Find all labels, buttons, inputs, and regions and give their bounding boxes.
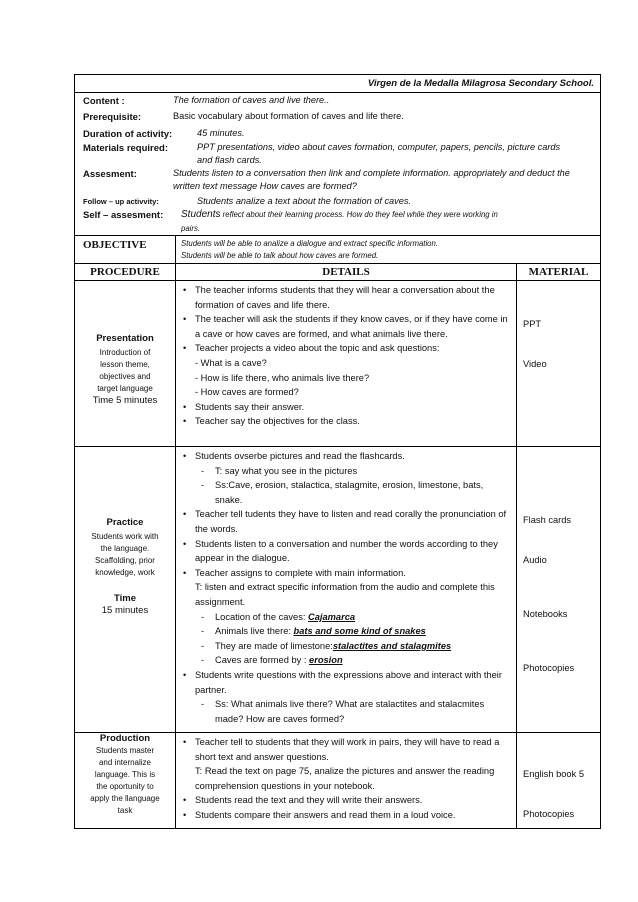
lesson-header <box>75 93 600 236</box>
dash-item: - Ss:Cave, erosion, stalactica, stalagmite, erosion, limestone, bats, snake. <box>178 478 512 507</box>
answer-item <box>178 624 512 639</box>
instruction-item: T: listen and extract specific information from the audio and complete this assignment. <box>195 582 495 607</box>
assessment-value-line1: Students listen to a conversation then link and complete information. appropriately and deduct the <box>173 168 570 178</box>
answer-prompt: They are made of limestone: <box>215 640 333 651</box>
practice-time-value: 15 minutes <box>101 605 149 616</box>
presentation-desc-1: Introduction of <box>99 348 151 357</box>
material-item: PPT <box>523 319 542 329</box>
production-desc-3: language. This is <box>94 770 156 779</box>
list-item: • Students read the text and they will write their answers. <box>178 793 512 808</box>
presentation-desc-4: target language <box>97 384 153 393</box>
production-desc-2: and internalize <box>98 758 152 767</box>
answer-item <box>178 653 512 668</box>
list-item: • The teacher will ask the students if they know caves, or if they have come in a cave or how caves are formed, and what animals live there. <box>178 312 512 341</box>
prerequisite-value: Basic vocabulary about formation of caves and life there. <box>173 111 404 121</box>
list-item: • Teacher tell to students that they will work in pairs, they will have to read a short text and answer questions. <box>178 735 512 764</box>
self-assessment-lead: Students <box>181 209 221 220</box>
self-assessment-value-line2: pairs. <box>181 224 201 233</box>
list-item: • Teacher projects a video about the topic and ask questions: <box>178 341 512 356</box>
question-item: - How caves are formed? <box>195 387 299 398</box>
procedure-header: PROCEDURE <box>75 264 176 281</box>
follow-up-value: Students analize a text about the formation of caves. <box>197 196 411 206</box>
self-assessment-value-line1 <box>181 209 601 221</box>
production-materials <box>517 733 601 828</box>
answer-prompt: Caves are formed by : <box>215 655 310 666</box>
content-value: The formation of caves and live there.. <box>173 95 330 105</box>
practice-time-label: Time <box>113 593 136 604</box>
practice-desc-2: the language. <box>100 544 150 553</box>
materials-value-line2: and flash cards. <box>197 155 262 165</box>
list-item: • Students write questions with the expressions above and interact with their partner. <box>178 668 512 697</box>
material-header: MATERIAL <box>517 264 601 281</box>
practice-details <box>176 447 517 733</box>
practice-title: Practice <box>106 517 144 528</box>
production-desc-1: Students master <box>95 746 155 755</box>
question-item: - What is a cave? <box>195 357 267 368</box>
assessment-label: Assesment: <box>83 169 137 180</box>
material-item: Notebooks <box>523 609 568 619</box>
presentation-desc-3: objectives and <box>99 372 151 381</box>
presentation-desc-2: lesson theme, <box>100 360 150 369</box>
practice-desc-4: knowledge, work <box>95 568 155 577</box>
presentation-materials <box>517 281 601 447</box>
list-item: • Students listen to a conversation and number the words according to they appear in the dialogue. <box>178 537 512 566</box>
list-item: • Students say their answer. <box>178 400 512 415</box>
presentation-row <box>75 281 600 447</box>
duration-value: 45 minutes. <box>197 128 245 138</box>
answer-item <box>178 610 512 625</box>
list-item: • Students ovserbe pictures and read the flashcards. <box>178 449 512 464</box>
prerequisite-label: Prerequisite: <box>83 112 142 123</box>
list-item: • Teacher tell tudents they have to listen and read corally the pronunciation of the words. <box>178 507 512 536</box>
practice-desc-3: Scaffolding, prior <box>95 556 155 565</box>
practice-desc-1: Students work with <box>91 532 159 541</box>
answer-prompt: Location of the caves: <box>215 611 309 622</box>
production-row <box>75 733 600 828</box>
production-stage <box>75 733 176 828</box>
practice-row <box>75 447 600 733</box>
assessment-value-line2: written text message How caves are formed? <box>173 181 357 191</box>
presentation-stage <box>75 281 176 447</box>
question-item: - How is life there, who animals live there? <box>195 372 370 383</box>
instruction-item: T: Read the text on page 75, analize the pictures and answer the reading comprehension questions in your notebook. <box>195 766 495 791</box>
production-details <box>176 733 517 828</box>
objective-label: OBJECTIVE <box>83 239 147 251</box>
practice-stage <box>75 447 176 733</box>
self-assessment-text: reflect about their learning process. How do they feel while they were working in <box>220 210 498 219</box>
presentation-time: Time 5 minutes <box>92 395 158 406</box>
answer-value: stalactites and stalagmites <box>332 640 452 651</box>
objective-text <box>181 238 438 262</box>
production-title: Production <box>99 733 151 744</box>
list-item: • The teacher informs students that they will hear a conversation about the formation of caves and life there. <box>178 283 512 312</box>
answer-value: erosion <box>309 655 343 666</box>
list-item: • Teacher assigns to complete with main information. <box>178 566 512 581</box>
answer-prompt: Animals live there: <box>215 626 294 637</box>
details-header: DETAILS <box>176 264 517 281</box>
objective-line1: Students will be able to analize a dialogue and extract specific information. <box>181 239 439 248</box>
materials-value-line1: PPT presentations, video about caves formation, computer, papers, pencils, picture cards <box>197 142 561 152</box>
follow-up-label: Follow – up activvity: <box>83 197 159 206</box>
production-desc-4: the oportunity to <box>96 782 154 791</box>
material-item: Photocopies <box>523 663 575 673</box>
production-desc-6: task <box>117 806 133 815</box>
material-item: Video <box>523 359 547 369</box>
material-item: Flash cards <box>523 515 572 525</box>
school-name: Virgen de la Medalla Milagrosa Secondary School. <box>75 75 600 93</box>
materials-label: Materials required: <box>83 143 168 154</box>
objective-line2: Students will be able to talk about how caves are formed. <box>181 251 379 260</box>
duration-label: Duration of activity: <box>83 129 173 140</box>
presentation-title: Presentation <box>96 333 154 344</box>
lesson-plan-frame <box>74 74 601 829</box>
list-item: • Students compare their answers and read them in a loud voice. <box>178 808 512 823</box>
procedure-table <box>75 264 600 828</box>
practice-materials <box>517 447 601 733</box>
presentation-details <box>176 281 517 447</box>
dash-item: - Ss: What animals live there? What are stalactites and stalacmites made? How are caves formed? <box>178 697 512 726</box>
answer-value: bats and some kind of snakes <box>293 626 426 637</box>
material-item: English book 5 <box>523 769 584 779</box>
content-label: Content : <box>83 96 125 107</box>
material-item: Audio <box>523 555 547 565</box>
production-desc-5: apply the llanguage <box>90 794 160 803</box>
list-item: • Teacher say the objectives for the class. <box>178 414 512 429</box>
objective-row <box>75 236 600 264</box>
answer-item <box>178 639 512 654</box>
answer-value: Cajamarca <box>308 611 356 622</box>
material-item: Photocopies <box>523 809 575 819</box>
dash-item: - T: say what you see in the pictures <box>178 464 512 479</box>
self-assessment-label: Self – assesment: <box>83 210 164 221</box>
